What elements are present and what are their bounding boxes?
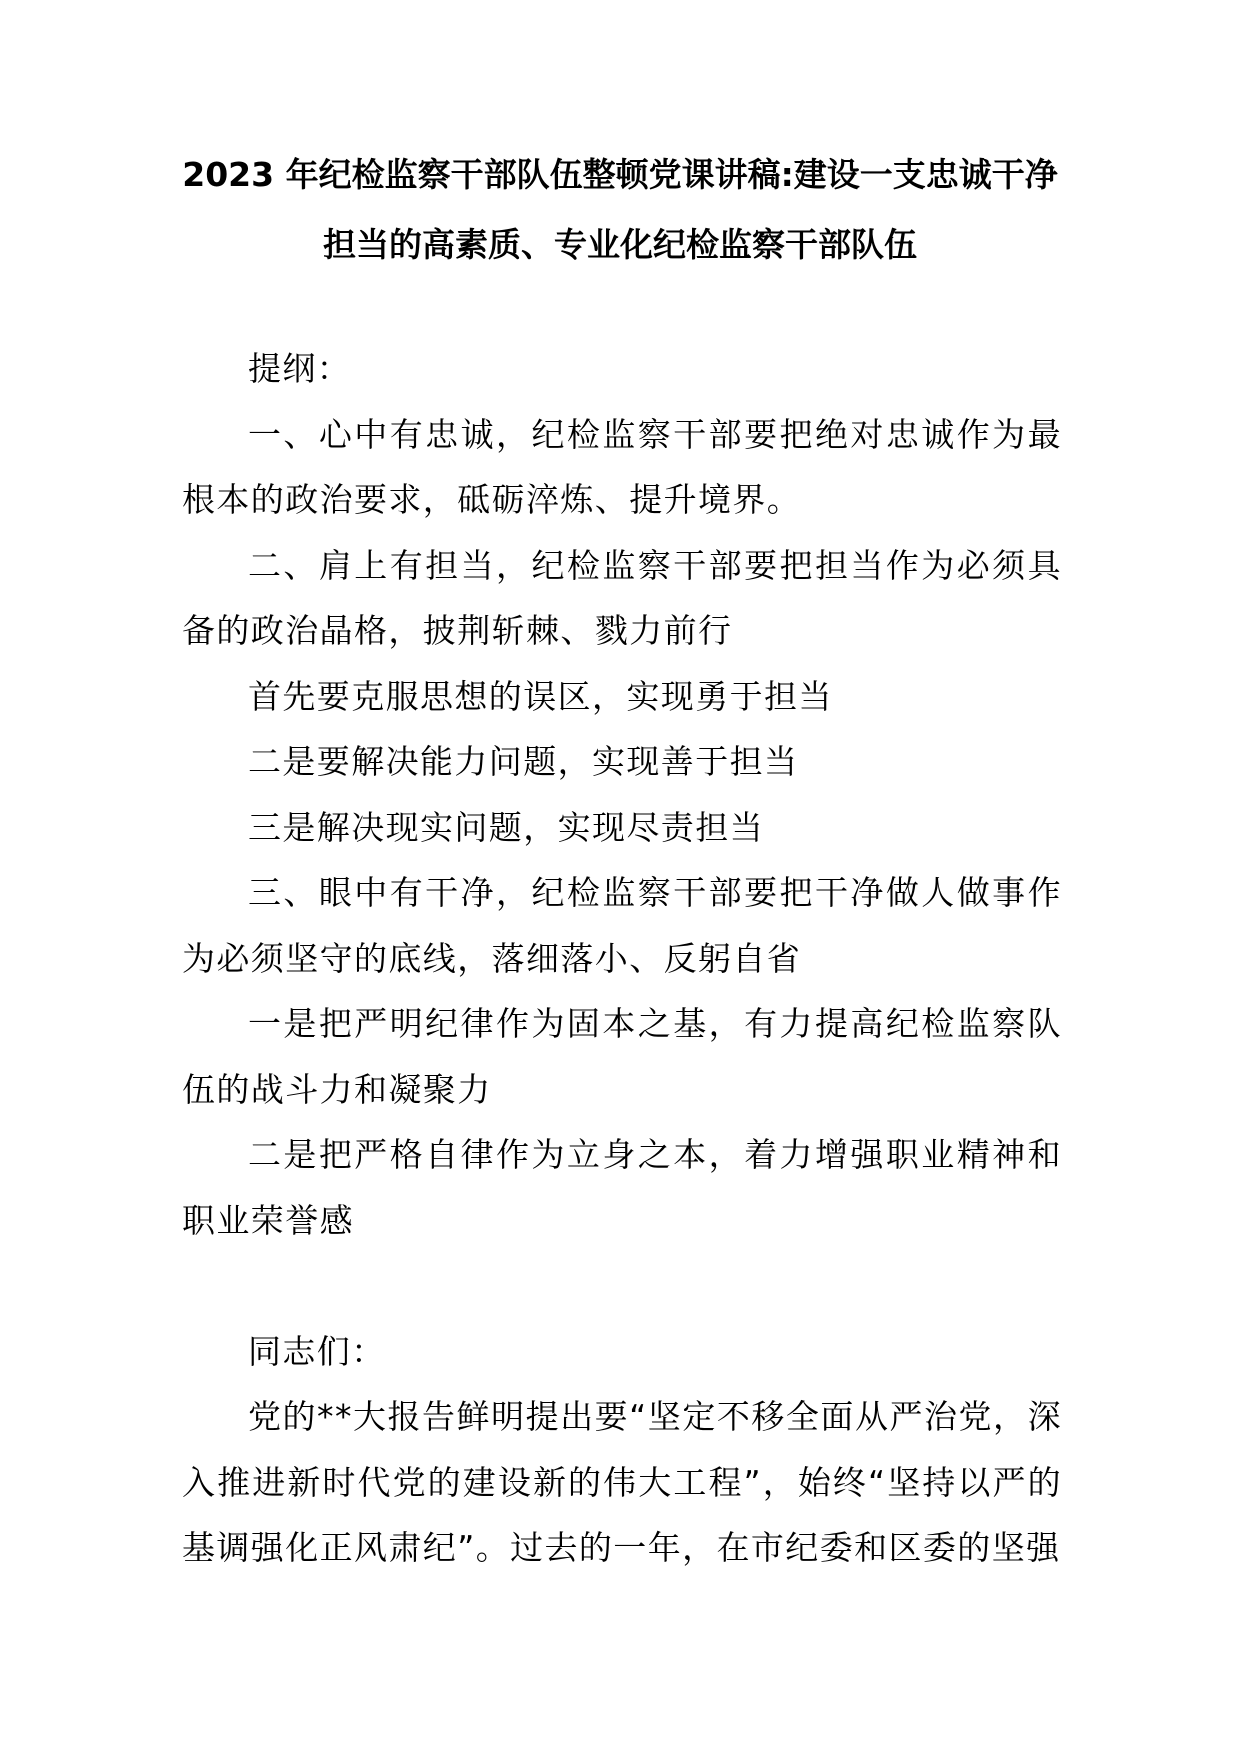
outline-subitem-1: 首先要克服思想的误区，实现勇于担当 bbox=[248, 676, 833, 716]
outline-subitem-3: 三是解决现实问题，实现尽责担当 bbox=[248, 807, 764, 847]
outline-subitem-4: 一是把严明纪律作为固本之基，有力提高纪检监察队伍的战斗力和凝聚力 bbox=[182, 1004, 1062, 1109]
document-body bbox=[182, 336, 1062, 1581]
body-paragraph: 党的**大报告鲜明提出要“坚定不移全面从严治党，深入推进新时代党的建设新的伟大工程”，始终“坚持以严的基调强化正风肃纪”。过去的一年，在市纪委和区委的坚强 bbox=[182, 1397, 1062, 1567]
outline-subitem-5: 二是把严格自律作为立身之本，着力增强职业精神和职业荣誉感 bbox=[182, 1135, 1062, 1240]
outline-label: 提纲： bbox=[248, 349, 352, 388]
outline-subitem-2: 二是要解决能力问题，实现善于担当 bbox=[248, 742, 799, 781]
outline-item-2: 二、肩上有担当，纪检监察干部要把担当作为必须具备的政治晶格，披荆斩棘、戮力前行 bbox=[182, 545, 1062, 650]
outline-item-1: 一、心中有忠诚，纪检监察干部要把绝对忠诚作为最根本的政治要求，砥砺淬炼、提升境界。 bbox=[182, 414, 1062, 519]
blank-line bbox=[182, 1253, 1062, 1319]
title-line-1: 2023 年纪检监察干部队伍整顿党课讲稿:建设一支忠诚干净 bbox=[182, 155, 1058, 194]
greeting: 同志们： bbox=[248, 1331, 386, 1371]
document-title bbox=[180, 140, 1060, 280]
title-line-2: 担当的高素质、专业化纪检监察干部队伍 bbox=[323, 225, 917, 264]
outline-item-3: 三、眼中有干净，纪检监察干部要把干净做人做事作为必须坚守的底线，落细落小、反躬自省 bbox=[182, 873, 1062, 978]
